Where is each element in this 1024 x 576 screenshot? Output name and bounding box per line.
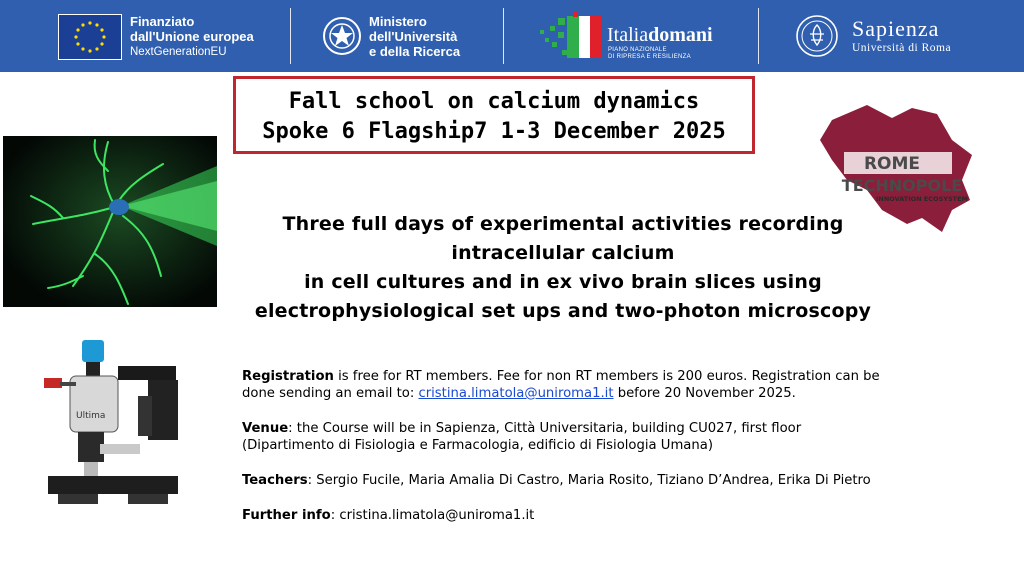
header-banner <box>0 0 1024 72</box>
venue-text: : the Course will be in Sapienza, Città Universitaria, building CU027, first floor (Dipartimento di Fisiologia e Farmacologia, edificio di Fisiologia Umana) <box>242 421 802 453</box>
further-info-paragraph <box>242 507 882 524</box>
description-line2: intracellular calcium <box>451 242 675 264</box>
ministry-text <box>369 14 460 59</box>
registration-email-link[interactable]: cristina.limatola@uniroma1.it <box>418 386 614 401</box>
ministry-line2: dell'Università <box>369 29 458 44</box>
teachers-label: Teachers <box>242 473 308 488</box>
description-line4: electrophysiological set ups and two-photon microscopy <box>254 300 872 322</box>
sapienza-subtitle: Università di Roma <box>852 42 952 54</box>
registration-text: is free for RT members. Fee for non RT members is 200 euros. Registration can be done sending an email to: <box>242 369 880 401</box>
sapienza-name: Sapienza <box>852 16 940 41</box>
sapienza-seal-icon <box>795 14 839 58</box>
course-description <box>240 210 886 326</box>
italiadomani-sub1: PIANO NAZIONALE <box>608 47 667 53</box>
eu-line1: Finanziato <box>130 14 195 29</box>
teachers-paragraph <box>242 472 882 489</box>
eu-flag-icon <box>58 14 122 60</box>
registration-paragraph <box>242 368 882 402</box>
event-title-line2: Spoke 6 Flagship7 1-3 December 2025 <box>262 119 726 144</box>
italian-republic-emblem-icon <box>322 16 362 56</box>
event-title-line1: Fall school on calcium dynamics <box>288 89 700 114</box>
event-title-box <box>233 76 755 154</box>
further-info-label: Further info <box>242 508 331 523</box>
venue-label: Venue <box>242 421 289 436</box>
description-line3: in cell cultures and in ex vivo brain slices using <box>304 271 822 293</box>
italia-part: Italia <box>607 24 649 46</box>
header-divider <box>290 8 291 64</box>
microscope-brand: Ultima <box>76 411 106 421</box>
technopole-line3: INNOVATION ECOSYSTEM <box>876 195 968 203</box>
italiadomani-sub2: DI RIPRESA E RESILIENZA <box>608 54 691 60</box>
italiadomani-subtitle <box>608 47 691 61</box>
technopole-line1: ROME <box>863 154 921 174</box>
further-info-text: : cristina.limatola@uniroma1.it <box>330 508 535 523</box>
ministry-line1: Ministero <box>369 14 427 29</box>
eu-line2: dall'Unione europea <box>130 29 254 44</box>
ministry-line3: e della Ricerca <box>369 44 461 59</box>
italiadomani-wordmark <box>607 24 713 46</box>
domani-part: domani <box>648 24 713 46</box>
eu-line3: NextGenerationEU <box>130 46 227 58</box>
registration-label: Registration <box>242 369 334 384</box>
italiadomani-logo-icon <box>540 12 602 62</box>
registration-deadline: before 20 November 2025. <box>613 386 796 401</box>
venue-paragraph <box>242 420 882 454</box>
description-line1: Three full days of experimental activities recording <box>282 213 844 235</box>
two-photon-microscope-image <box>38 336 188 508</box>
header-divider <box>758 8 759 64</box>
header-divider <box>503 8 504 64</box>
technopole-line2: TECHNOPOLE <box>841 176 963 195</box>
teachers-text: : Sergio Fucile, Maria Amalia Di Castro, Maria Rosito, Tiziano D’Andrea, Erika Di Pietro <box>307 473 871 488</box>
neuron-fluorescence-image <box>3 136 217 307</box>
eu-funding-text <box>130 14 254 60</box>
course-info <box>242 368 882 542</box>
